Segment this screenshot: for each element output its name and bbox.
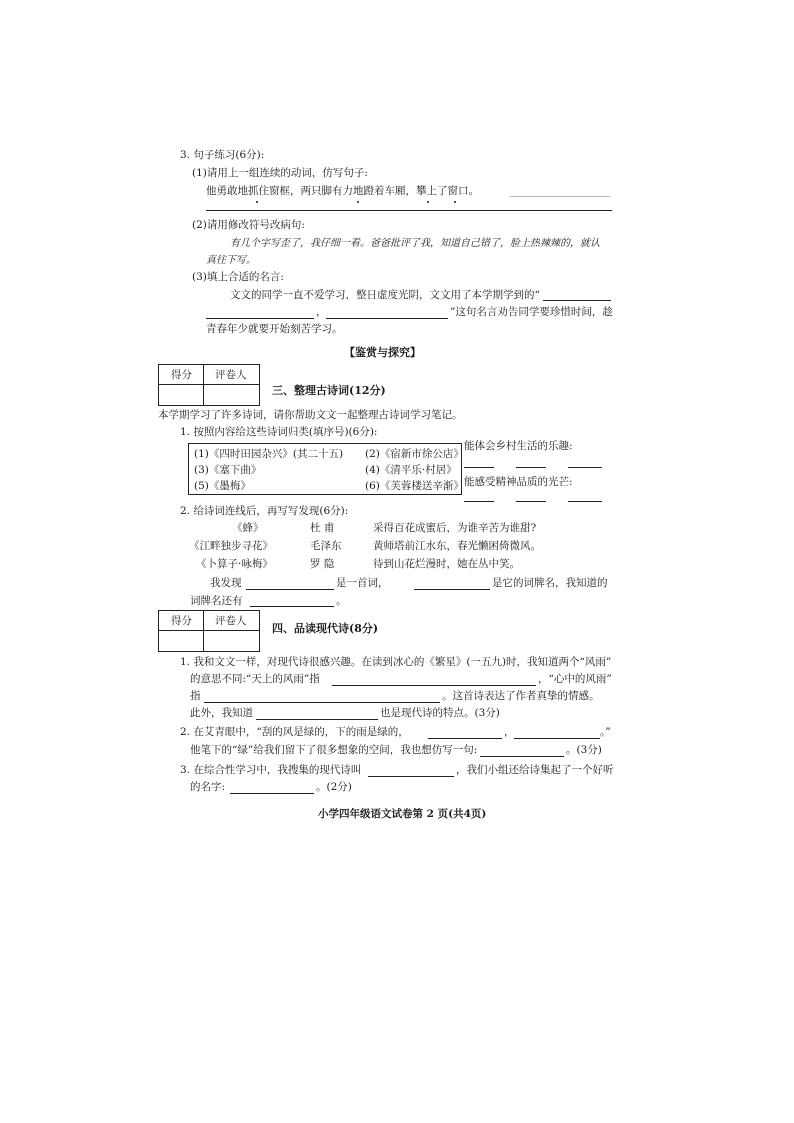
poem-2: (2)《宿新市徐公店》 — [365, 448, 464, 460]
part4-q2-line1: 2. 在艾青眼中，“刮的风是绿的，下的雨是绿的， — [180, 726, 409, 738]
finding-text-4: 词牌名还有 — [190, 595, 243, 607]
collection-name-answer[interactable] — [230, 793, 314, 794]
part4-q3-end: 。(2分) — [316, 781, 352, 793]
match-line-2[interactable]: 黄师塔前江水东，春光懒困倚微风。 — [373, 540, 541, 552]
category2-answer-2[interactable] — [516, 501, 546, 502]
emphasis-dot — [357, 201, 359, 203]
heart-wind-rain-answer[interactable] — [204, 702, 440, 703]
answer-line-faint[interactable] — [510, 196, 610, 197]
match-poet-2[interactable]: 毛泽东 — [310, 540, 342, 552]
comma: ， — [316, 306, 327, 318]
part4-q1-emotion: 。这首诗表达了作者真挚的情感。 — [442, 690, 600, 702]
green-answer-1[interactable] — [428, 738, 502, 739]
part4-title: 四、品读现代诗(8分) — [272, 622, 379, 635]
q3-part3-prompt: (3)填上合适的名言: — [192, 271, 284, 283]
collected-poem-answer[interactable] — [368, 776, 454, 777]
q3-part3-line2: ”这句名言劝告同学要珍惜时间，趁 — [450, 306, 613, 318]
poem-4: (4)《清平乐·村居》 — [365, 464, 457, 476]
q3-part2-line1: 有几个字写歪了，我仔细一看。爸爸批评了我，知道自己错了，脸上热辣辣的，就认 — [230, 238, 600, 249]
q3-part1-answer-line[interactable] — [206, 210, 612, 211]
finding-text-3: 是它的词牌名，我知道的 — [492, 577, 608, 589]
finding-answer-3[interactable] — [250, 606, 334, 607]
poem-feature-answer[interactable] — [256, 719, 378, 720]
match-poem-2[interactable]: 《江畔独步寻花》 — [189, 540, 273, 552]
part4-q3-line2: 的名字: — [190, 781, 226, 793]
score-label: 得分 — [171, 615, 192, 627]
q3-part1-sentence: 他勇敢地抓住窗框，两只脚有力地蹬着车厢，攀上了窗口。 — [206, 185, 479, 197]
part3-q1: 1. 按照内容给这些诗词归类(填序号)(6分): — [180, 426, 378, 438]
finding-answer-2[interactable] — [414, 589, 490, 590]
category-spirit: 能感受精神品质的光芒: — [464, 476, 573, 488]
match-poem-3[interactable]: 《卜算子·咏梅》 — [196, 558, 273, 570]
match-poet-3[interactable]: 罗 隐 — [310, 558, 335, 570]
category1-answer-1[interactable] — [464, 467, 494, 468]
imitation-answer[interactable] — [480, 756, 564, 757]
category2-answer-3[interactable] — [568, 501, 602, 502]
comma: ， — [504, 726, 515, 738]
close-quote: 。” — [600, 726, 611, 738]
q3-part2-prompt: (2)请用修改符号改病句: — [192, 219, 305, 231]
sky-wind-rain-answer[interactable] — [332, 685, 536, 686]
part4-q2-line2: 他笔下的“绿”给我们留下了很多想象的空间，我也想仿写一句: — [190, 744, 478, 756]
finding-text-2: 是一首词， — [336, 577, 389, 589]
part4-q1-heart: ，“心中的风雨” — [538, 673, 612, 685]
grader-label: 评卷人 — [215, 615, 247, 627]
category1-answer-3[interactable] — [568, 467, 602, 468]
q3-part3-line3: 青春年少就要开始刻苦学习。 — [206, 323, 343, 335]
category1-answer-2[interactable] — [516, 467, 546, 468]
part4-q3-line1: 3. 在综合性学习中，我搜集的现代诗叫 — [180, 764, 362, 776]
part3-title: 三、整理古诗词(12分) — [272, 384, 386, 397]
part4-q1-zhi: 指 — [190, 690, 201, 702]
q3-title: 3. 句子练习(6分): — [180, 149, 265, 161]
poem-5: (5)《墨梅》 — [194, 480, 251, 492]
emphasis-dot — [256, 201, 258, 203]
part4-q3-line1b: ，我们小组还给诗集起了一个好听 — [456, 764, 614, 776]
grader-label: 评卷人 — [215, 369, 247, 381]
emphasis-dot — [427, 201, 429, 203]
emphasis-dot — [454, 201, 456, 203]
q3-part3-answer-line-a[interactable] — [543, 300, 611, 301]
category-rural-life: 能体会乡村生活的乐趣: — [464, 440, 573, 452]
part4-q1-line1: 1. 我和文文一样，对现代诗很感兴趣。在读到冰心的《繁星》(一五九)时，我知道两个“风雨” — [180, 656, 612, 668]
section-heading: 【鉴赏与探究】 — [344, 346, 421, 359]
part4-q2-end: 。(3分) — [566, 744, 602, 756]
q3-part3-answer-line-c[interactable] — [326, 318, 448, 319]
match-poem-1[interactable]: 《蜂》 — [232, 522, 264, 534]
part4-q1-end: 也是现代诗的特点。(3分) — [380, 707, 500, 719]
q3-part3-answer-line-b[interactable] — [206, 318, 314, 319]
finding-answer-1[interactable] — [246, 589, 334, 590]
page-footer: 小学四年级语文试卷第 2 页(共4页) — [318, 808, 487, 820]
part4-q1-also: 此外，我知道 — [190, 707, 253, 719]
score-table-3 — [158, 364, 260, 406]
part3-q2: 2. 给诗词连线后，再写写发现(6分): — [180, 505, 349, 517]
poem-6: (6)《芙蓉楼送辛渐》 — [365, 480, 464, 492]
part3-intro: 本学期学习了许多诗词，请你帮助文文一起整理古诗词学习笔记。 — [158, 409, 463, 421]
match-poet-1[interactable]: 杜 甫 — [310, 522, 335, 534]
q3-part3-line1: 文文的同学一直不爱学习，整日虚度光阴，文文用了本学期学到的“ — [230, 289, 540, 301]
green-answer-2[interactable] — [514, 738, 600, 739]
category2-answer-1[interactable] — [464, 501, 494, 502]
score-table-4 — [158, 610, 260, 652]
match-line-1[interactable]: 采得百花成蜜后，为谁辛苦为谁甜? — [373, 522, 537, 534]
poem-1: (1)《四时田园杂兴》(其二十五) — [194, 448, 344, 460]
period: 。 — [336, 595, 347, 607]
poem-3: (3)《塞下曲》 — [194, 464, 262, 476]
score-label: 得分 — [171, 369, 192, 381]
q3-part2-line2: 真往下写。 — [206, 255, 256, 266]
match-line-3[interactable]: 待到山花烂漫时，她在丛中笑。 — [373, 558, 520, 570]
q3-part1-prompt: (1)请用上一组连续的动词，仿写句子: — [192, 167, 368, 179]
part4-q1-line2: 的意思不同:“天上的风雨”指 — [190, 673, 320, 685]
finding-label: 我发现 — [210, 577, 242, 589]
